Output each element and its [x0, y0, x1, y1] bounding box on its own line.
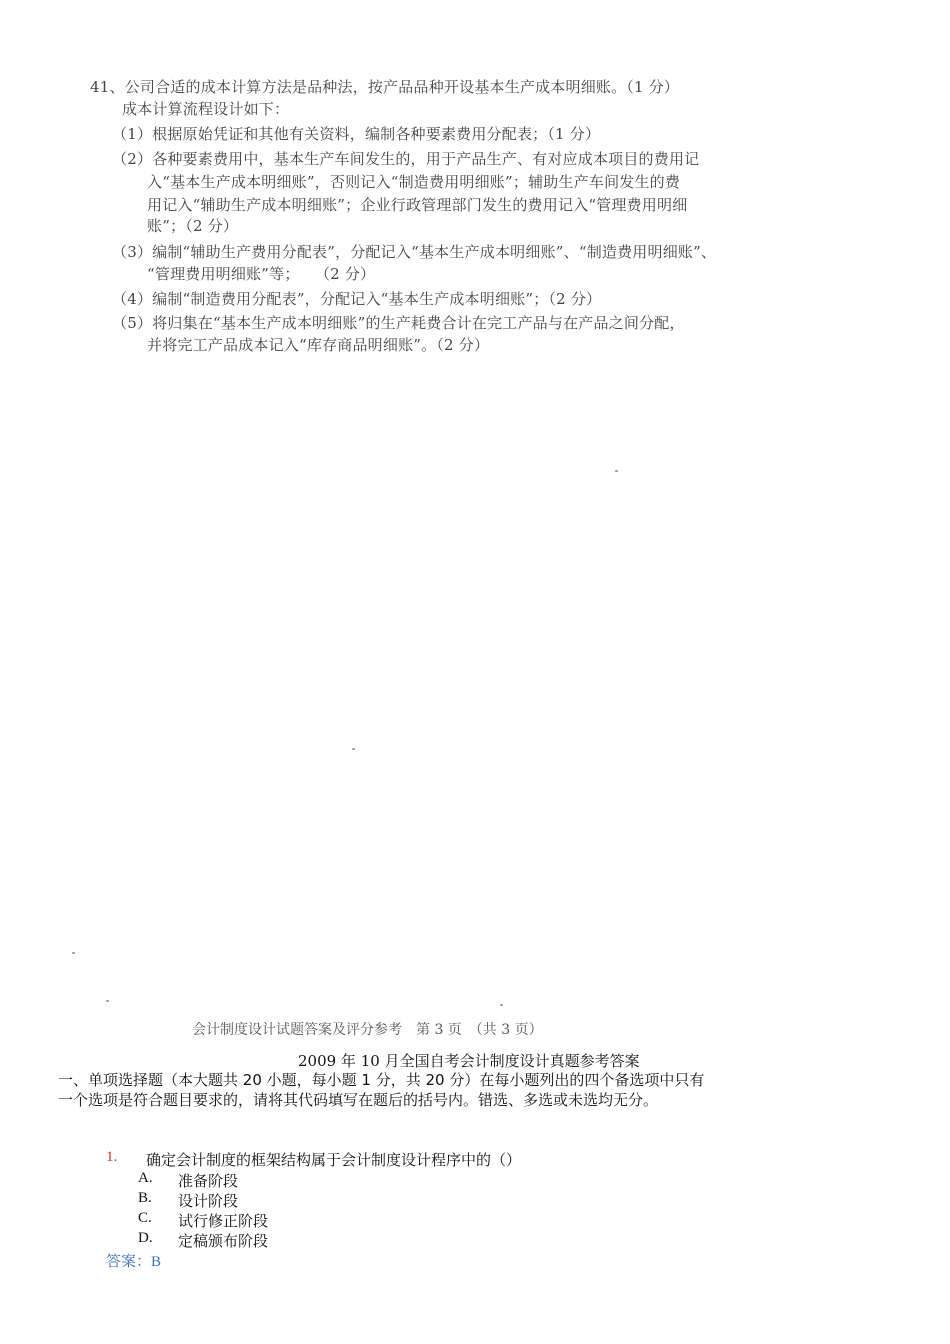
answer-value: B [151, 1254, 162, 1270]
scan-line-step2-c: 用记入“辅助生产成本明细账”；企业行政管理部门发生的费用记入“管理费用明细 [147, 196, 688, 214]
scan-speck [352, 748, 355, 750]
scan-line-step5-a: （5）将归集在“基本生产成本明细账”的生产耗费合计在完工产品与在产品之间分配， [112, 314, 685, 332]
option-text-b: 设计阶段 [178, 1192, 239, 1210]
document-title: 2009 年 10 月全国自考会计制度设计真题参考答案 [298, 1052, 640, 1070]
scan-line-step1: （1）根据原始凭证和其他有关资料，编制各种要素费用分配表；（1 分） [112, 125, 601, 143]
option-letter-a: A. [138, 1170, 153, 1186]
option-text-d: 定稿颁布阶段 [178, 1232, 269, 1250]
question-number: 1. [106, 1149, 118, 1165]
option-text-c: 试行修正阶段 [178, 1212, 269, 1230]
scan-speck [72, 952, 75, 954]
option-letter-c: C. [138, 1210, 152, 1226]
option-text-a: 准备阶段 [178, 1172, 239, 1190]
answer-label: 答案： [106, 1254, 152, 1270]
question-text: 确定会计制度的框架结构属于会计制度设计程序中的（） [146, 1151, 522, 1169]
scan-speck [500, 1004, 503, 1006]
scan-speck [106, 1000, 109, 1002]
scan-line-flow-intro: 成本计算流程设计如下： [122, 100, 290, 118]
scan-line-step3-b: “管理费用明细账”等； （2 分） [147, 265, 376, 283]
section-intro: 一、单项选择题（本大题共 20 小题，每小题 1 分，共 20 分）在每小题列出的四个备选项中只有一个选项是符合题目要求的，请将其代码填写在题后的括号内。错选、多选或未选均无分。 [58, 1071, 705, 1109]
scan-line-step5-b: 并将完工产品成本记入“库存商品明细账”。（2 分） [147, 336, 490, 354]
scan-line-step2-a: （2）各种要素费用中，基本生产车间发生的，用于产品生产、有对应成本项目的费用记 [112, 150, 700, 168]
scan-speck [615, 470, 618, 472]
scan-line-step4: （4）编制“制造费用分配表”，分配记入“基本生产成本明细账”；（2 分） [112, 290, 602, 308]
scan-line-41: 41、公司合适的成本计算方法是品种法，按产品品种开设基本生产成本明细账。（1 分） [90, 78, 680, 96]
scan-line-step2-d: 账”；（2 分） [147, 217, 239, 235]
option-letter-b: B. [138, 1190, 152, 1206]
scan-line-step3-a: （3）编制“辅助生产费用分配表”，分配记入“基本生产成本明细账”、“制造费用明细账”、 [112, 243, 717, 261]
scan-line-step2-b: 入“基本生产成本明细账”，否则记入“制造费用明细账”；辅助生产车间发生的费 [147, 173, 681, 191]
answer-line [106, 1250, 161, 1271]
option-letter-d: D. [138, 1230, 153, 1246]
scan-page-footer: 会计制度设计试题答案及评分参考 第 3 页 （共 3 页） [192, 1022, 543, 1038]
